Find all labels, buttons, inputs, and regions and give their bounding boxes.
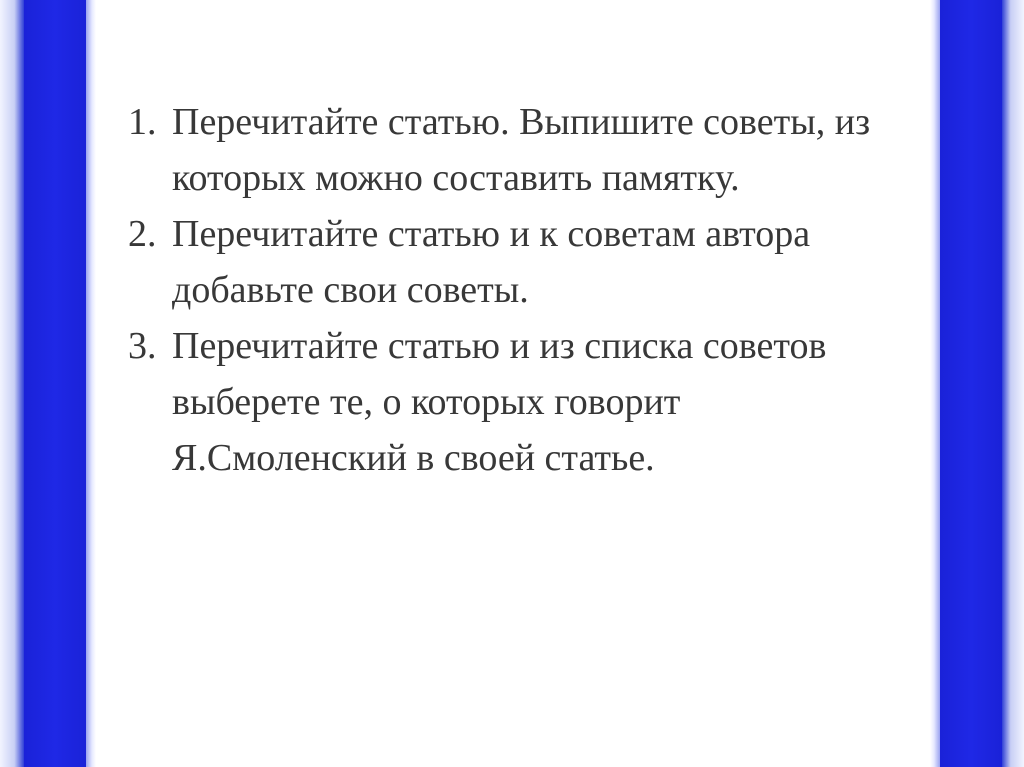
right-stripe-glow bbox=[1002, 0, 1024, 767]
task-list bbox=[128, 94, 908, 486]
item-text: Перечитайте статью и к советам автора добавьте свои советы. bbox=[172, 213, 811, 311]
list-item bbox=[128, 94, 908, 206]
right-blue-stripe bbox=[940, 0, 1002, 767]
item-text: Перечитайте статью и из списка советов выберете те, о которых говорит Я.Смоленский в своей статье. bbox=[172, 325, 827, 479]
item-text: Перечитайте статью. Выпишите советы, из которых можно составить памятку. bbox=[172, 101, 871, 199]
list-item bbox=[128, 206, 908, 318]
item-number: 1. bbox=[128, 101, 157, 143]
left-stripe-glow bbox=[0, 0, 24, 767]
item-number: 3. bbox=[128, 325, 157, 367]
item-number: 2. bbox=[128, 213, 157, 255]
right-stripe-fade bbox=[930, 0, 940, 767]
left-blue-stripe bbox=[24, 0, 86, 767]
list-item bbox=[128, 318, 908, 486]
left-stripe-fade bbox=[86, 0, 96, 767]
